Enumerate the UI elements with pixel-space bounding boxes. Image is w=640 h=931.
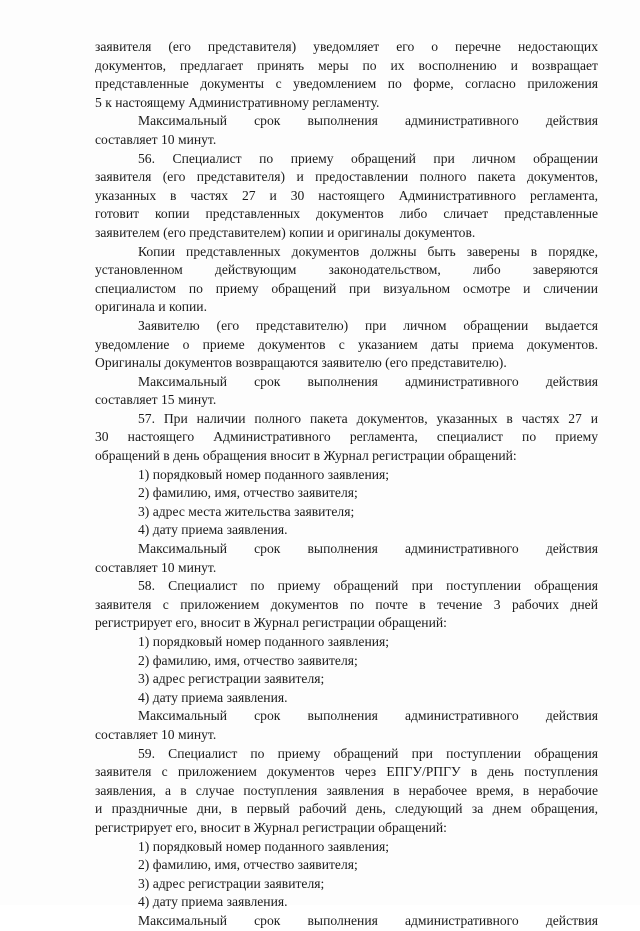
list-item: 4) дату приема заявления. <box>138 522 288 538</box>
text-line: регистрирует его, вносит в Журнал регистрации обращений: <box>95 615 447 631</box>
paragraph <box>95 745 598 838</box>
text-line: Максимальный срок выполнения административного действия <box>138 113 598 129</box>
list-item: 3) адрес регистрации заявителя; <box>138 875 325 891</box>
list-item: 4) дату приема заявления. <box>138 894 288 910</box>
paragraph <box>95 373 598 410</box>
list-item: 1) порядковый номер поданного заявления; <box>138 466 390 482</box>
text-line: заявителя (его представителя) уведомляет его о перечне недостающих <box>95 39 598 54</box>
text-line: Максимальный срок выполнения административного действия <box>138 541 598 557</box>
text-line: составляет 10 минут. <box>95 559 217 575</box>
paragraph <box>95 317 598 373</box>
paragraph <box>95 112 598 149</box>
enumerated-list <box>95 838 598 912</box>
paragraph <box>95 577 598 633</box>
text-line: и праздничные дни, в первый рабочий день, следующий за днем обращения, <box>95 801 598 817</box>
text-line: Копии представленных документов должны быть заверены в порядке, <box>138 243 598 259</box>
text-line: представленные документы с уведомлением по форме, согласно приложения <box>95 76 598 92</box>
text-line: установленном действующим законодательством, либо заверяются <box>95 262 598 278</box>
text-line: 59. Специалист по приему обращений при поступлении обращения <box>138 745 598 761</box>
list-item: 2) фамилию, имя, отчество заявителя; <box>138 485 358 501</box>
text-line: 30 настоящего Административного регламента, специалист по приему <box>95 429 598 445</box>
text-line: 56. Специалист по приему обращений при личном обращении <box>138 150 598 166</box>
list-item: 1) порядковый номер поданного заявления; <box>138 634 390 649</box>
text-line: обращений в день обращения вносит в Журнал регистрации обращений: <box>95 448 517 464</box>
text-line: составляет 15 минут. <box>95 392 217 408</box>
text-line: оригинала и копии. <box>95 299 207 315</box>
text-line: готовит копии представленных документов либо сличает представленные <box>95 206 598 222</box>
paragraph <box>95 243 598 317</box>
text-line: заявителем (его представителем) копии и оригиналы документов. <box>95 224 476 240</box>
text-line: Максимальный срок выполнения административного действия <box>138 912 598 928</box>
text-line: заявления, а в случае поступления заявления в нерабочее время, в нерабочие <box>95 782 598 798</box>
text-line: уведомление о приеме документов с указанием даты приема документов. <box>95 336 598 352</box>
text-line: Оригиналы документов возвращаются заявителю (его представителю). <box>95 355 507 371</box>
text-line: 58. Специалист по приему обращений при поступлении обращения <box>138 578 598 594</box>
list-item: 2) фамилию, имя, отчество заявителя; <box>138 857 358 873</box>
paragraph <box>95 912 598 931</box>
list-item: 3) адрес места жительства заявителя; <box>138 503 355 519</box>
text-line: 5 к настоящему Административному регламенту. <box>95 94 380 110</box>
text-line: документов, предлагает принять меры по их восполнению и возвращает <box>95 57 598 73</box>
text-line: регистрирует его, вносит в Журнал регистрации обращений: <box>95 819 447 835</box>
text-line: специалистом по приему обращений при визуальном осмотре и сличении <box>95 280 598 296</box>
text-line: заявителя с приложением документов через ЕПГУ/РПГУ в день поступления <box>95 764 598 780</box>
list-item: 3) адрес регистрации заявителя; <box>138 671 325 687</box>
paragraph <box>95 150 598 243</box>
enumerated-list <box>95 633 598 707</box>
paragraph <box>95 38 598 112</box>
text-line: заявителя с приложением документов по почте в течение 3 рабочих дней <box>95 596 598 612</box>
text-line: 57. При наличии полного пакета документов, указанных в частях 27 и <box>138 410 598 426</box>
text-line: Максимальный срок выполнения административного действия <box>138 708 598 724</box>
list-item: 2) фамилию, имя, отчество заявителя; <box>138 652 358 668</box>
text-line: заявителя (его представителя) и предоставлении полного пакета документов, <box>95 169 598 185</box>
text-line: Заявителю (его представителю) при личном обращении выдается <box>138 317 598 333</box>
paragraph <box>95 707 598 744</box>
text-line: составляет 10 минут. <box>95 726 217 742</box>
list-item: 4) дату приема заявления. <box>138 689 288 705</box>
list-item: 1) порядковый номер поданного заявления; <box>138 838 390 854</box>
paragraph <box>95 540 598 577</box>
text-line: Максимальный срок выполнения административного действия <box>138 373 598 389</box>
enumerated-list <box>95 466 598 540</box>
document-body <box>95 38 598 931</box>
paragraph <box>95 410 598 466</box>
text-line: указанных в частях 27 и 30 настоящего Административного регламента, <box>95 187 598 203</box>
text-line: составляет 10 минут. <box>95 131 217 147</box>
